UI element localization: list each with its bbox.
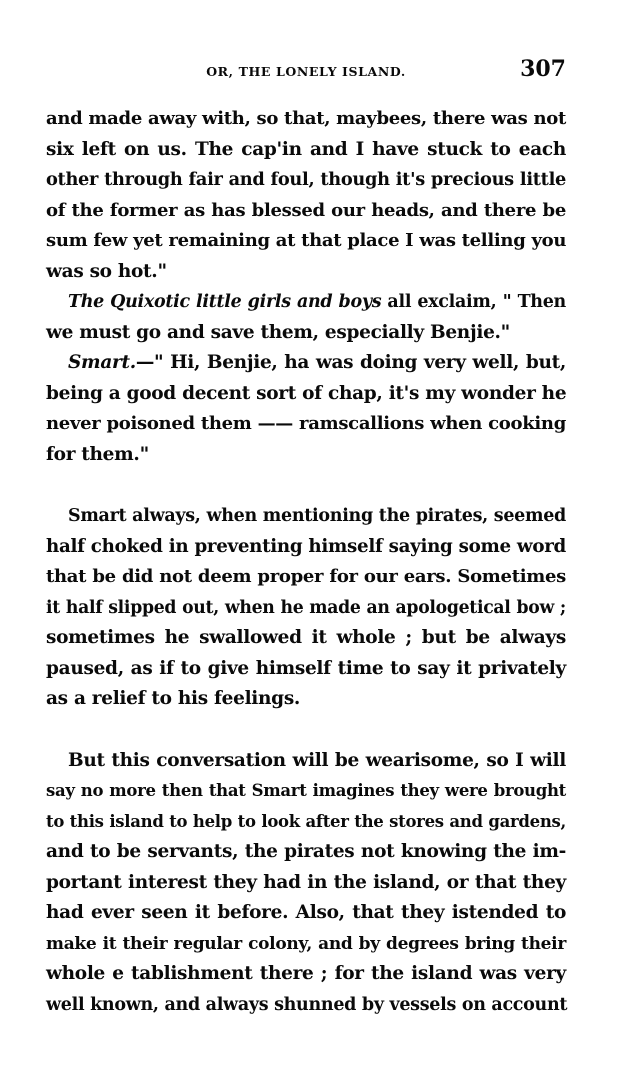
text-line: was so hot." [46,260,167,282]
text-line: half choked in preventing himself saying some word [46,535,566,557]
paragraph [46,501,566,715]
italic-speaker: Smart. [68,352,136,373]
text-line: make it their regular colony, and by degrees bring their [46,933,566,954]
text-line: that be did not deem proper for our ears. Sometimes [46,566,566,587]
text-line: never poisoned them —— ramscallions when cooking [46,413,566,434]
text-line: whole e tablishment there ; for the island was very [46,963,566,984]
body-text [46,104,566,1020]
running-title: OR, THE LONELY ISLAND. [206,64,406,79]
paragraph-gap [46,470,566,501]
text-line: it half slipped out, when he made an apologetical bow ; [46,597,566,618]
text-line: well known, and always shunned by vessels on account [46,994,568,1015]
text-line: six left on us. The cap'in and I have stuck to each [46,138,566,160]
text-line [46,287,566,318]
paragraph [46,287,566,348]
text-line: sum few yet remaining at that place I was telling you [46,230,567,251]
text-line: as a relief to his feelings. [46,688,301,709]
text-run: —" Hi, Benjie, ha was doing very well, but, [135,352,566,373]
text-line: and to be servants, the pirates not knowing the im- [46,841,566,862]
text-line [46,348,566,379]
text-line: being a good decent sort of chap, it's my wonder he [46,382,567,404]
text-line: say no more then that Smart imagines they were brought [46,781,566,800]
text-line: Smart always, when mentioning the pirates, seemed [68,506,566,526]
text-line: we must go and save them, especially Benjie." [46,321,511,343]
paragraph-gap [46,715,566,746]
text-line: other through fair and foul, though it's precious little [46,169,566,190]
text-line: paused, as if to give himself time to say it privately [46,657,566,679]
page-number: 307 [520,56,566,82]
text-line: and made away with, so that, maybees, there was not [46,108,566,129]
italic-speaker: The Quixotic little girls and boys [68,292,382,312]
paragraph [46,104,566,287]
text-line: for them." [46,443,149,465]
text-line: of the former as has blessed our heads, and there be [46,199,566,221]
text-run: all exclaim, " Then [381,292,566,312]
paragraph [46,746,566,1021]
text-line: had ever seen it before. Also, that they istended to [46,902,566,923]
running-head [46,56,566,86]
text-line: to this island to help to look after the stores and gardens, [46,811,566,831]
text-line: portant interest they had in the island, or that they [46,871,566,893]
text-line: But this conversation will be wearisome, so I will [68,749,566,771]
paragraph [46,348,566,470]
text-line: sometimes he swallowed it whole ; but be always [46,627,566,648]
